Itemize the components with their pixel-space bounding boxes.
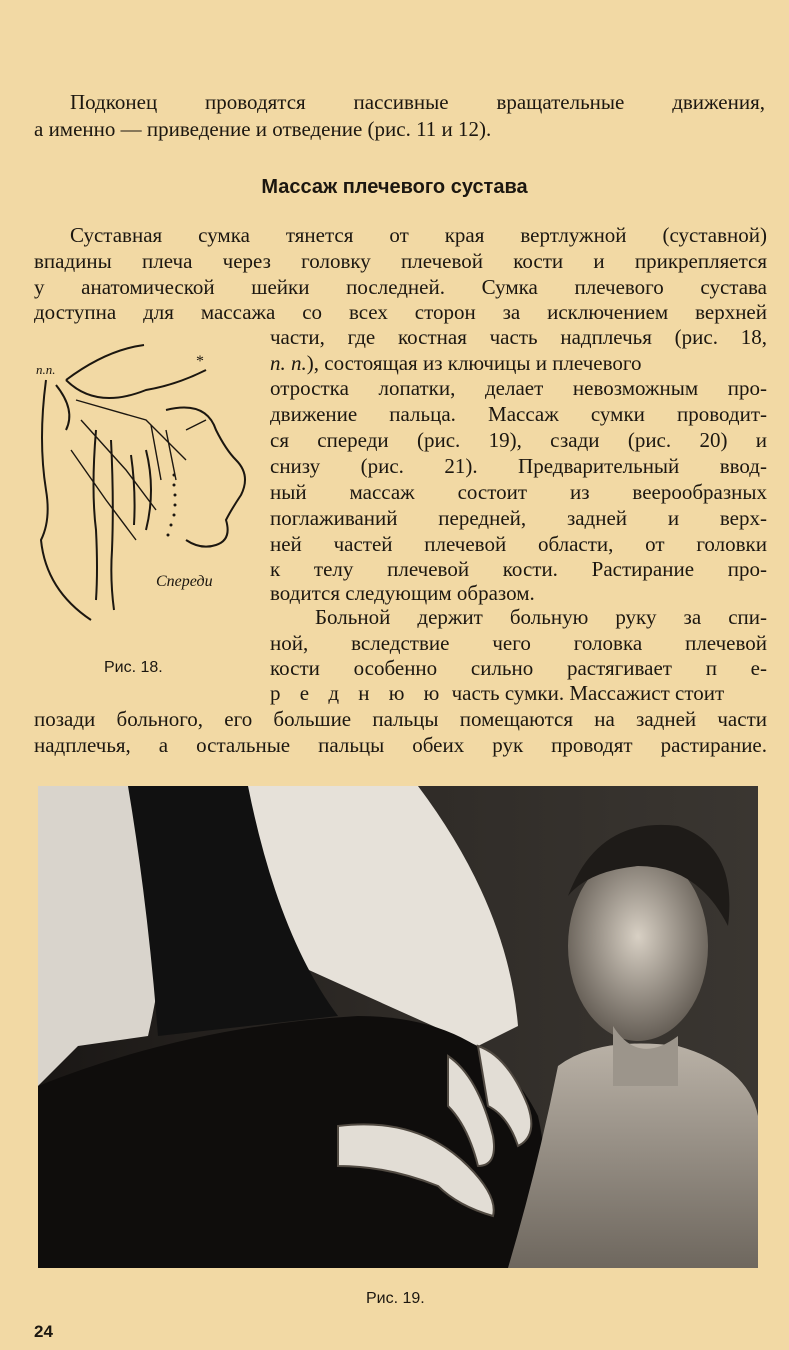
- paragraph2-line-6: надплечья, а остальные пальцы обеих рук проводят растирание.: [34, 733, 767, 757]
- paragraph1-line-8: движение пальца. Массаж сумки проводит-: [270, 402, 767, 426]
- shoulder-joint-illustration: [36, 340, 258, 650]
- paragraph2-line-1: Больной держит больную руку за спи-: [315, 605, 767, 629]
- paragraph2-line-4-rest: часть сумки. Массажист стоит: [446, 681, 725, 705]
- paragraph1-line-7: отростка лопатки, делает невозможным про-: [270, 376, 767, 400]
- paragraph1-line-6: [270, 350, 767, 376]
- label-asterisk: *: [196, 353, 204, 370]
- paragraph1-line-3: у анатомической шейки последней. Сумка плечевого сустава: [34, 275, 767, 299]
- paragraph2-line-5: позади больного, его большие пальцы помещаются на задней части: [34, 707, 767, 731]
- pp-abbreviation: п. п.: [270, 351, 307, 375]
- intro-line-2: а именно — приведение и отведение (рис. 11 и 12).: [34, 117, 492, 141]
- paragraph1-line-9: ся спереди (рис. 19), сзади (рис. 20) и: [270, 428, 767, 452]
- paragraph1-line-11: ный массаж состоит из веерообразных: [270, 480, 767, 504]
- figure-19-caption: Рис. 19.: [366, 1290, 425, 1307]
- paragraph1-line-13: ней частей плечевой области, от головки: [270, 532, 767, 556]
- paragraph2-line-3: кости особенно сильно растягивает п е-: [270, 656, 767, 680]
- spaced-word: р е д н ю ю: [270, 681, 447, 705]
- paragraph1-line-2: впадины плеча через головку плечевой кости и прикрепляется: [34, 249, 767, 273]
- paragraph1-line-10: снизу (рис. 21). Предварительный ввод-: [270, 454, 767, 478]
- massage-photo-illustration: [38, 786, 758, 1268]
- paragraph2-line-2: ной, вследствие чего головка плечевой: [270, 631, 767, 655]
- figure-18-shoulder-drawing: [36, 340, 258, 650]
- intro-line-1: Подконец проводятся пассивные вращательные движения,: [70, 90, 765, 114]
- figure-18-caption: Рис. 18.: [104, 659, 163, 676]
- figure-19-photo: [38, 786, 758, 1268]
- page-number: 24: [34, 1322, 53, 1341]
- paragraph1-line-6-rest: ), состоящая из ключицы и плечевого: [306, 351, 642, 375]
- label-pp: п.п.: [36, 362, 56, 377]
- paragraph1-line-12: поглаживаний передней, задней и верх-: [270, 506, 767, 530]
- paragraph1-line-1: Суставная сумка тянется от края вертлужной (суставной): [70, 223, 767, 247]
- section-title: Массаж плечевого сустава: [261, 176, 528, 198]
- label-front: Спереди: [156, 573, 213, 590]
- paragraph1-line-5: части, где костная часть надплечья (рис. 18,: [270, 325, 767, 349]
- paragraph1-line-14: к телу плечевой кости. Растирание про-: [270, 557, 767, 581]
- paragraph1-line-4: доступна для массажа со всех сторон за исключением верхней: [34, 300, 767, 324]
- paragraph1-line-15: водится следующим образом.: [270, 581, 535, 605]
- paragraph2-line-4: [270, 680, 767, 706]
